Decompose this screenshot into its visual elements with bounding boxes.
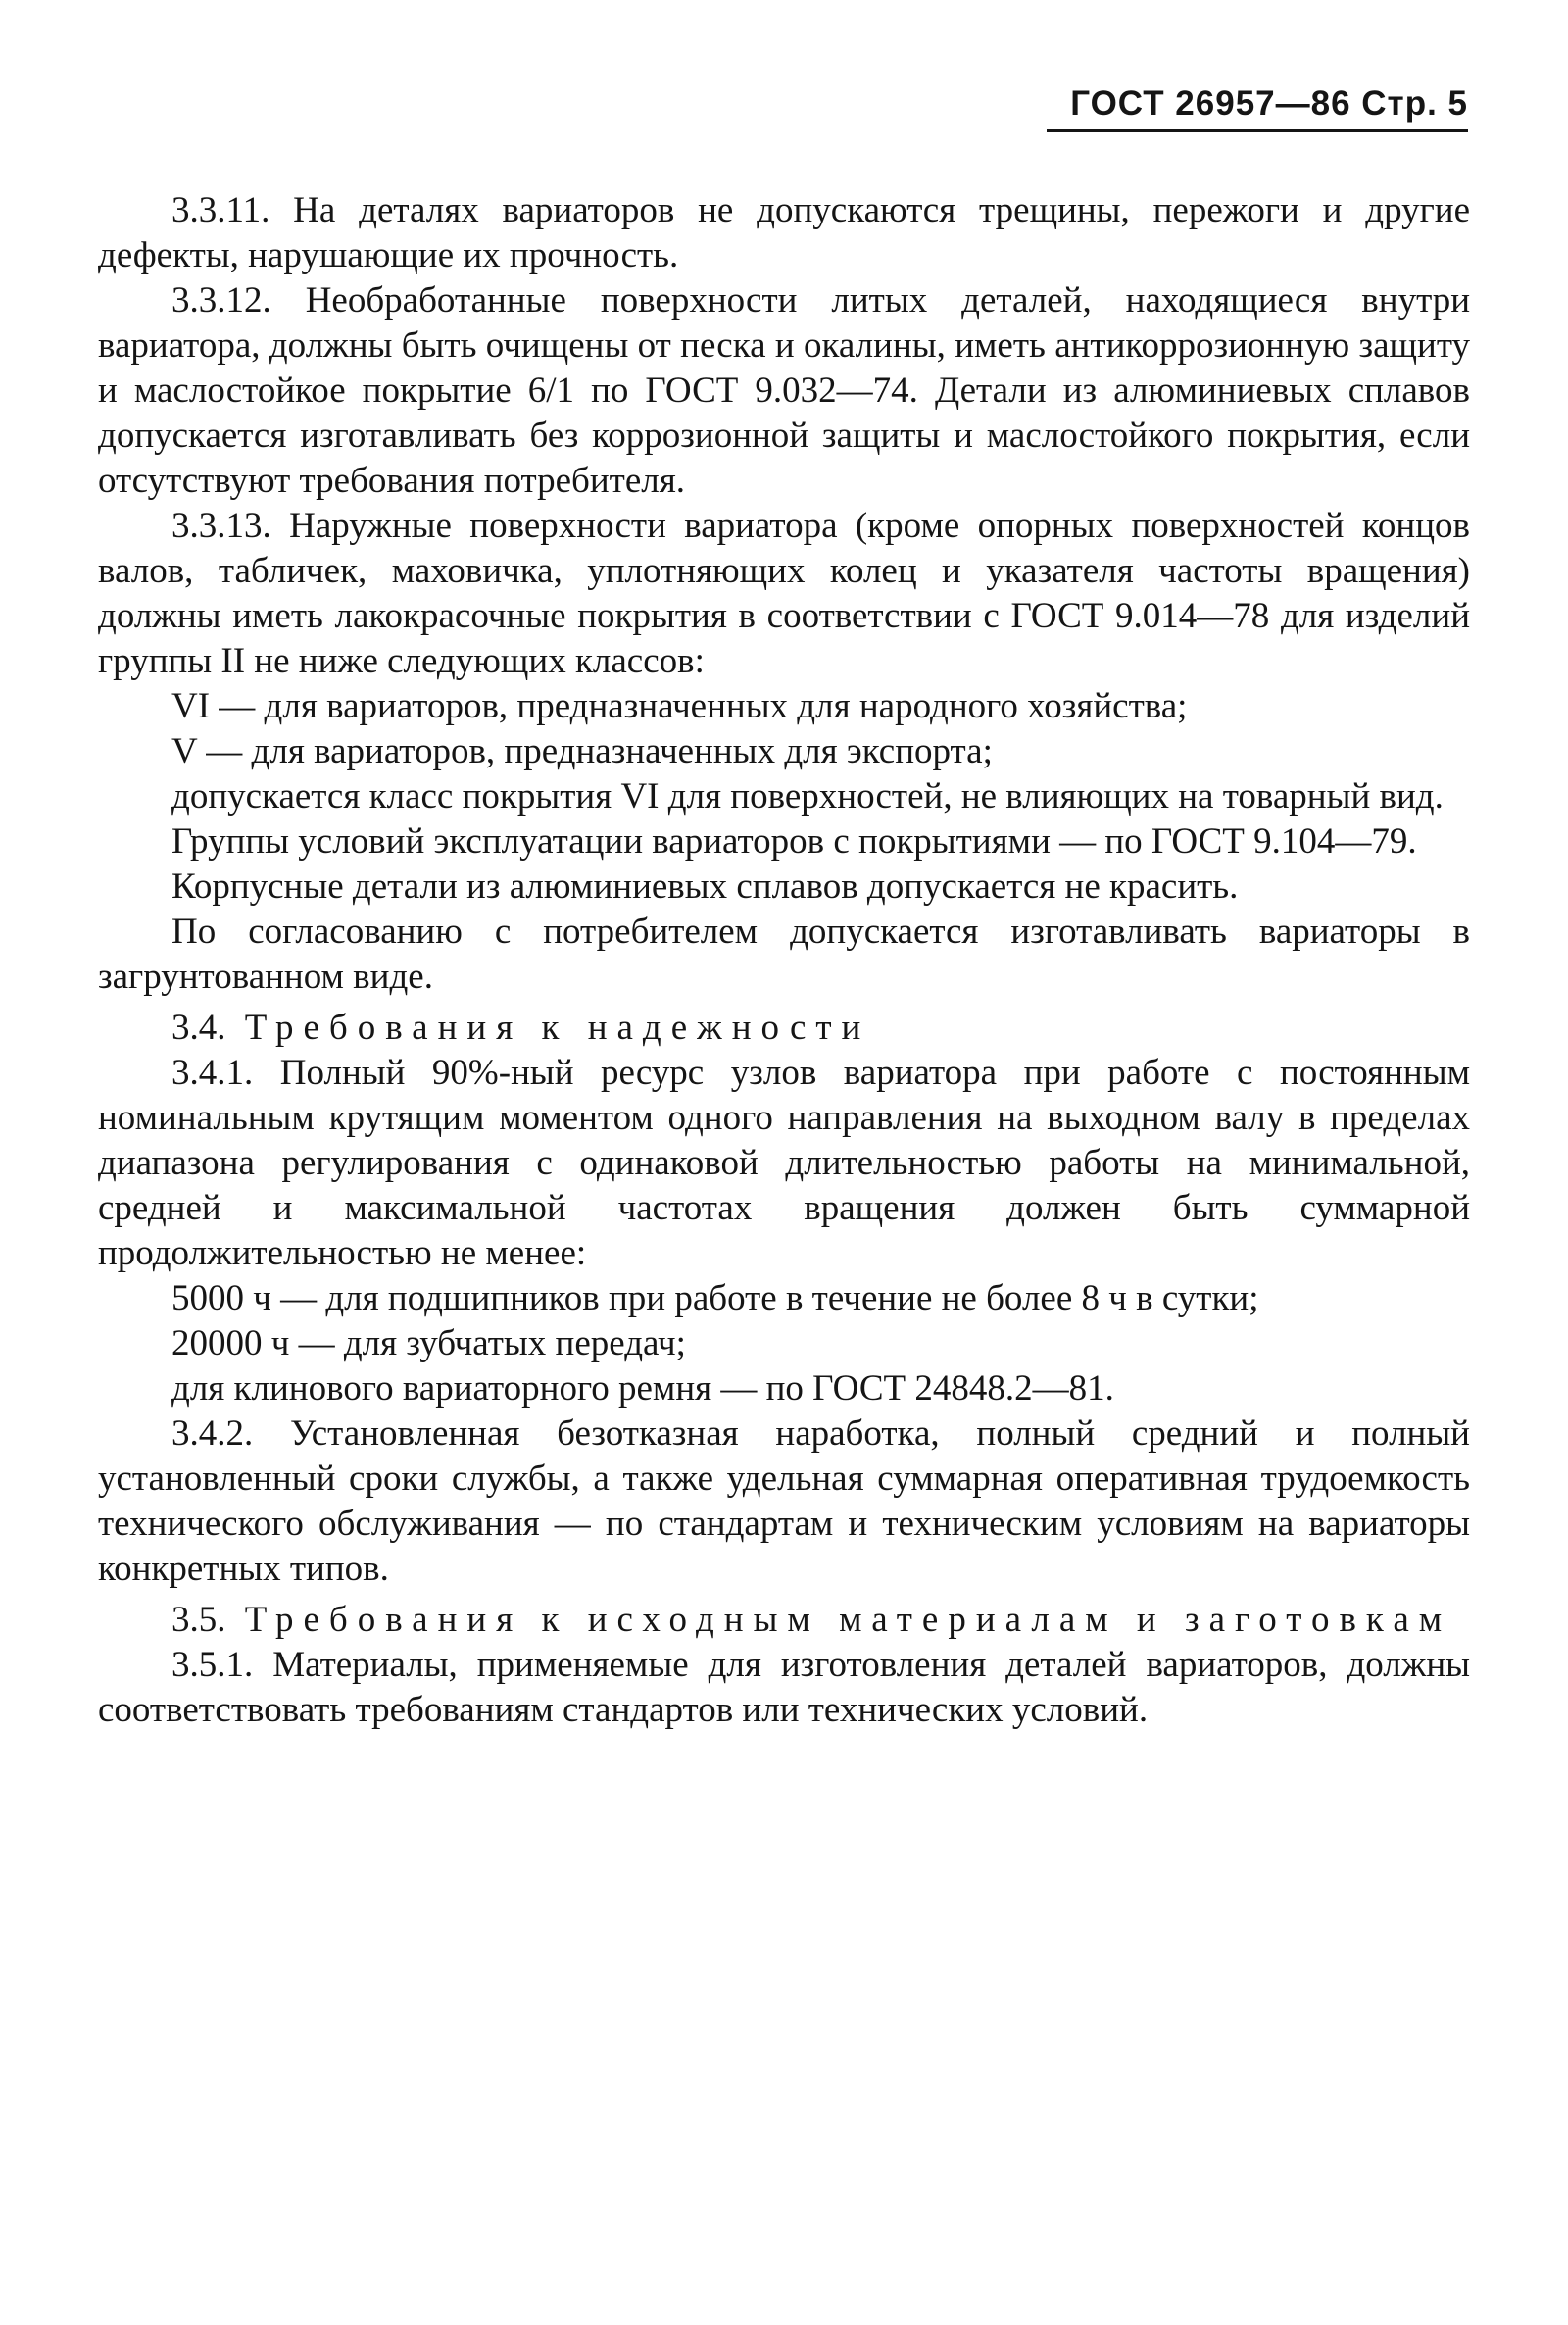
housing-paint-note: Корпусные детали из алюминиевых сплавов допускается не красить. [172, 866, 1239, 907]
coating-class-vi: VI — для вариаторов, предназначенных для народного хозяйства; [172, 686, 1188, 726]
document-body [98, 188, 1470, 1733]
paragraph-3-4-1: 3.4.1. Полный 90%-ный ресурс узлов вариатора при работе с постоянным номинальным крутящим моментом одного направления на выходном валу в пределах диапазона регулирования с одинаковой длительностью работы на минимальной, средней и максимальной частотах вращения должен быть суммарной продолжительностью не менее: [98, 1053, 1470, 1273]
coating-class-v: V — для вариаторов, предназначенных для экспорта; [172, 731, 993, 771]
section-number-3-5: 3.5. [172, 1600, 226, 1640]
paragraph-3-3-12: 3.3.12. Необработанные поверхности литых деталей, находящиеся внутри вариатора, должны быть очищены от песка и окалины, иметь антикоррозионную защиту и маслостойкое покрытие 6/1 по ГОСТ 9.032—74. Детали из алюминиевых сплавов допускается изготавливать без коррозионной защиты и маслостойкого покрытия, если отсутствуют требования потребителя. [98, 280, 1470, 501]
section-title-3-4: Требования к надежности [244, 1008, 871, 1048]
resource-bearings: 5000 ч — для подшипников при работе в течение не более 8 ч в сутки; [172, 1278, 1259, 1318]
section-number-3-4: 3.4. [172, 1008, 226, 1048]
section-title-3-5: Требования к исходным материалам и заготовкам [244, 1600, 1452, 1640]
section-heading-3-5 [98, 1598, 1470, 1643]
section-heading-3-4 [98, 1006, 1470, 1051]
operation-groups: Группы условий эксплуатации вариаторов с покрытиями — по ГОСТ 9.104—79. [172, 821, 1417, 862]
resource-belt: для клинового вариаторного ремня — по ГОСТ 24848.2—81. [172, 1368, 1114, 1409]
paragraph-3-5-1: 3.5.1. Материалы, применяемые для изготовления деталей вариаторов, должны соответствовать требованиям стандартов или технических условий. [98, 1645, 1470, 1730]
paragraph-3-4-2: 3.4.2. Установленная безотказная наработка, полный средний и полный установленный сроки службы, а также удельная суммарная оперативная трудоемкость технического обслуживания — по стандартам и техническим условиям на вариаторы конкретных типов. [98, 1413, 1470, 1589]
paragraph-3-3-11: 3.3.11. На деталях вариаторов не допускаются трещины, пережоги и другие дефекты, нарушающие их прочность. [98, 190, 1470, 275]
page-header: ГОСТ 26957—86 Стр. 5 [1047, 84, 1468, 132]
paragraph-3-3-13: 3.3.13. Наружные поверхности вариатора (кроме опорных поверхностей концов валов, табличек, маховичка, уплотняющих колец и указателя частоты вращения) должны иметь лакокрасочные покрытия в соответствии с ГОСТ 9.014—78 для изделий группы II не ниже следующих классов: [98, 506, 1470, 681]
primed-delivery-note: По согласованию с потребителем допускается изготавливать вариаторы в загрунтованном виде. [98, 912, 1470, 997]
coating-class-note: допускается класс покрытия VI для поверхностей, не влияющих на товарный вид. [172, 776, 1444, 816]
resource-gears: 20000 ч — для зубчатых передач; [172, 1323, 686, 1363]
